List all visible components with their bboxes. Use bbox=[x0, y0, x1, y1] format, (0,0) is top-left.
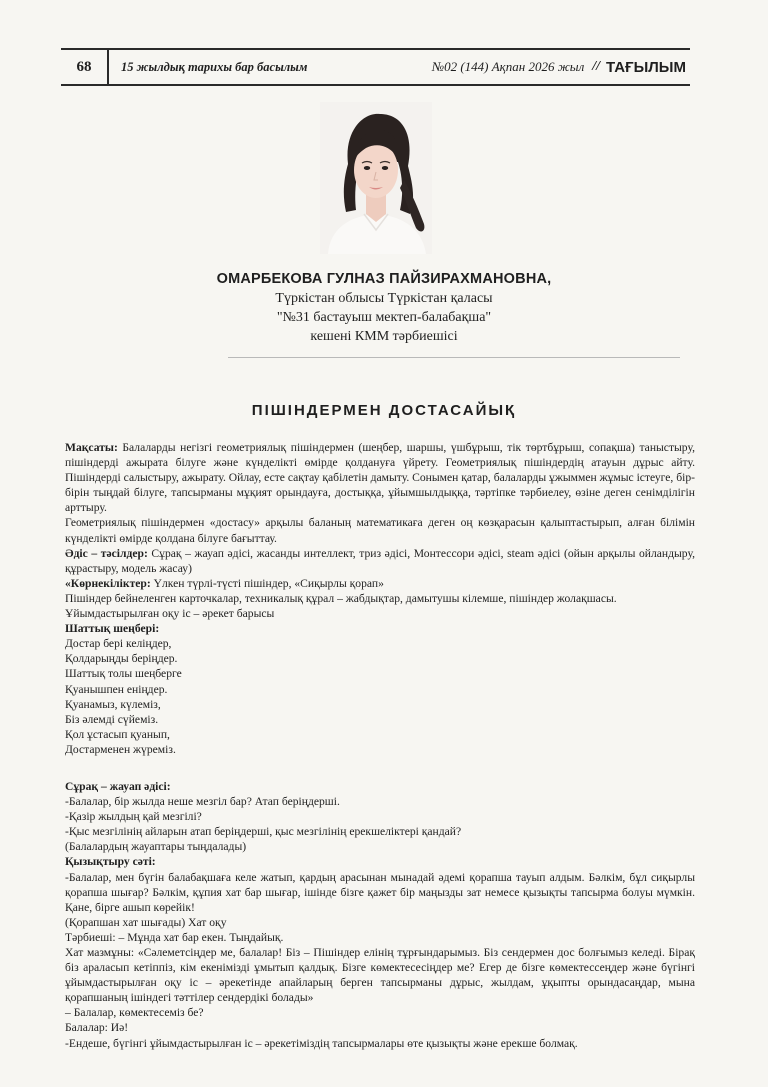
poem-line: Қол ұстасып қуанып, bbox=[65, 727, 170, 741]
page-header bbox=[61, 48, 690, 86]
poem-line: Достарменен жүреміз. bbox=[65, 742, 176, 756]
article-body bbox=[65, 440, 695, 1051]
qa-line: -Қазір жылдың қай мезгілі? bbox=[65, 810, 202, 824]
journal-name: ТАҒЫЛЫМ bbox=[606, 58, 686, 76]
author-block bbox=[150, 270, 618, 346]
author-portrait-image bbox=[320, 102, 432, 254]
letter-paragraph: Хат мазмұны: «Сәлеметсіңдер ме, балалар! Біз – Пішіндер елінің тұрғындарымыз. Біз сендермен дос болғымыз келеді. Бірақ біз араласып кетіппіз, кім екенімізді ұмытып қалдық. Бізге көмектесесіңдер ме? Егер де бізге көмектессеңдер және бүгінгі ұйымдастырылған оқу іс – әрекетінде апайларың берген тапсырманы дұрыс, жылдам, ұқыпты орындасаңдар, мына қорапшаның ішіндегі тәттілер сендердікі болады» bbox=[65, 946, 695, 1005]
poem-line: Шаттық толы шеңберге bbox=[65, 667, 182, 681]
page-number: 68 bbox=[61, 50, 109, 84]
poem-line: Қолдарыңды беріңдер. bbox=[65, 652, 178, 666]
circle-heading: Шаттық шеңбері: bbox=[65, 622, 160, 636]
methods-label: Әдіс – тәсілдер: bbox=[65, 546, 148, 560]
aim-paragraph bbox=[65, 440, 695, 515]
poem-line: Біз әлемді сүйеміз. bbox=[65, 712, 159, 726]
author-location: Түркістан облысы Түркістан қаласы bbox=[275, 291, 493, 306]
interest-heading: Қызықтыру сәті: bbox=[65, 855, 156, 869]
issue-info: №02 (144) Ақпан 2026 жыл bbox=[431, 59, 585, 74]
header-slogan: 15 жылдық тарихы бар басылым bbox=[121, 59, 308, 74]
interest-paragraph: -Балалар, мен бүгін балабақшаға келе жатып, қардың арасынан мынадай әдемі қорапша тауып алдым. Бәлкім, бұл сиқырлы қорапша шығар? Бәлкім, құпия хат бар шығар, ішінде бізге қажет бір маңызды зат немесе қызықты тапсырма болуы мүмкін. Қане, бірге ашып көрейік! bbox=[65, 870, 695, 914]
visual-aids-paragraph-2: Пішіндер бейнеленген карточкалар, техникалық құрал – жабдықтар, дамытушы кілемше, пішіндер жолақшасы. bbox=[65, 591, 617, 605]
aim-text: Балаларды негізгі геометриялық пішіндермен (шеңбер, шаршы, үшбұрыш, тік төртбұрыш, сопақша) таныстыру, пішіндерді ажырата білуге және күнделікті өмірде қолдануға үйрету. Геометриялық пішіндердің атауын дұрыс айту. Пішіндерді салыстыру, ажырату. Ойлау, есте сақтау қабілетін дамыту. Сонымен қатар, балаларды ұжыммен жұмыс істеуге, бір-бірін тыңдай білуге, тапсырманы мұқият орындауға, достыққа, ұйымшылдыққа, тәртіпке тәрбиелеу, өзіне деген сенімділігін арттыру. bbox=[65, 441, 695, 515]
article-title: ПІШІНДЕРМЕН ДОСТАСАЙЫҚ bbox=[251, 402, 517, 419]
divider-line bbox=[228, 357, 680, 358]
author-name: ОМАРБЕКОВА ГУЛНАЗ ПАЙЗИРАХМАНОВНА, bbox=[216, 271, 552, 287]
visual-aids-paragraph bbox=[65, 576, 695, 591]
poem-line: Қуанамыз, күлеміз, bbox=[65, 697, 161, 711]
activity-heading: Ұйымдастырылған оқу іс – әрекет барысы bbox=[65, 607, 275, 621]
author-school: "№31 бастауыш мектеп-балабақша" bbox=[276, 310, 492, 325]
box-line: (Қорапшан хат шығады) Хат оқу bbox=[65, 915, 227, 929]
qa-line: -Балалар, бір жылда неше мезгіл бар? Атап беріңдерші. bbox=[65, 795, 340, 809]
qa-line: -Қыс мезгілінің айларын атап беріңдерші, қыс мезгілінің ерекшеліктері қандай? bbox=[65, 825, 462, 839]
methods-paragraph bbox=[65, 546, 695, 576]
header-separator: // bbox=[592, 59, 601, 74]
aim-label: Мақсаты: bbox=[65, 441, 118, 454]
methods-text: Сұрақ – жауап әдісі, жасанды интеллект, триз әдісі, Монтессори әдісі, steam әдісі (ойын арқылы ойландыру, құрастыру, модель жасау) bbox=[65, 546, 695, 575]
teacher-line: Тәрбиеші: – Мұнда хат бар екен. Тыңдайық. bbox=[65, 930, 284, 944]
visual-aids-text: Үлкен түрлі-түсті пішіндер, «Сиқырлы қорап» bbox=[150, 576, 384, 590]
qa-line: (Балалардың жауаптары тыңдалады) bbox=[65, 840, 247, 854]
qa-heading: Сұрақ – жауап әдісі: bbox=[65, 779, 171, 793]
author-photo bbox=[320, 102, 432, 254]
poem-line: Достар бері келіңдер, bbox=[65, 637, 172, 651]
poem-line: Қуанышпен еніңдер. bbox=[65, 682, 168, 696]
help-line: – Балалар, көмектесеміз бе? bbox=[65, 1006, 204, 1020]
kids-line: Балалар: Иә! bbox=[65, 1021, 129, 1035]
final-line: -Ендеше, бүгінгі ұйымдастырылған іс – әрекетіміздің тапсырмалары өте қызықты және ерекше болмақ. bbox=[65, 1036, 578, 1050]
visual-aids-label: «Көрнекіліктер: bbox=[65, 576, 151, 590]
aim-paragraph-2: Геометриялық пішіндермен «достасу» арқылы баланың математикаға деген оң көзқарасын қалыптастырып, алған білімін күнделікті өмірде қолдана білуге бағыттау. bbox=[65, 516, 695, 545]
author-position: кешені КММ тәрбиешісі bbox=[310, 329, 458, 344]
section-gap bbox=[65, 757, 695, 779]
